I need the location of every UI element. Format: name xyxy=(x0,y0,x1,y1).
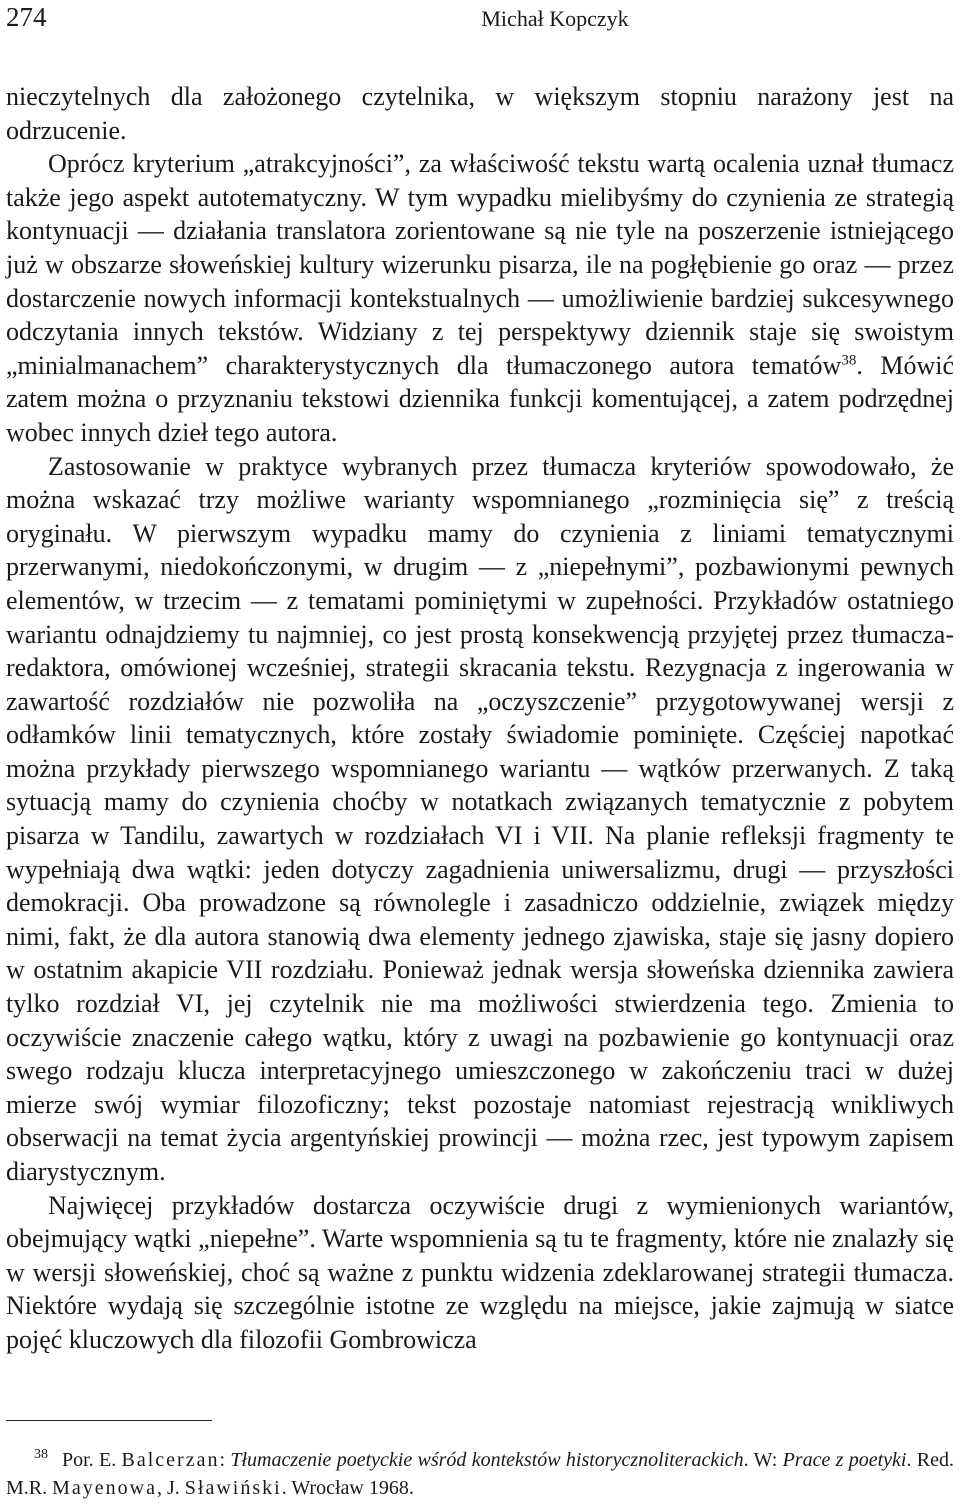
running-head: Michał Kopczyk xyxy=(481,6,629,31)
paragraph-autotematic xyxy=(6,147,954,449)
paragraph-text: . Mówić zatem można o przyznaniu tekstowi dziennika funkcji komentującej, a zatem podrzędnej wobec innych dzieł tego autora. xyxy=(6,350,954,447)
paragraph-variants xyxy=(6,450,954,1189)
footnote-author: Balcerzan xyxy=(121,1449,220,1471)
footnote-text: . Red. M.R. xyxy=(6,1449,954,1499)
footnote-reference[interactable]: 38 xyxy=(841,352,857,369)
footnote-text: Por. E. xyxy=(62,1449,122,1471)
footnote-title: Tłumaczenie poetyckie wśród kontekstów historycznoliterackich xyxy=(230,1449,744,1471)
page-number: 274 xyxy=(6,2,47,32)
body-text xyxy=(6,80,954,1357)
paragraph-text: Najwięcej przykładów dostarcza oczywiście drugi z wymienionych wariantów, obejmujący wątki „niepełne”. Warte wspomnienia są tu te fragmenty, które nie znalazły się w wersji słoweńskiej, choć są ważne z punktu widzenia zdeklarowanej strategii tłumacza. Niektóre wydają się szczególnie istotne ze względu na miejsce, jakie zajmują w siatce pojęć kluczowych dla filozofii Gombrowicza xyxy=(6,1190,954,1354)
footnote-author: Sławiński xyxy=(184,1477,282,1499)
paragraph-continuation xyxy=(6,80,954,147)
paragraph-text: nieczytelnych dla założonego czytelnika, w większym stopniu narażony jest na odrzucenie. xyxy=(6,82,954,145)
paragraph-text: Oprócz kryterium „atrakcyjności”, za właściwość tekstu wartą ocalenia uznał tłumacz także jego aspekt autotematyczny. W tym wypadku mielibyśmy do czynienia ze strategią kontynuacji — działania translatora zorientowane są nie tyle na poszerzenie istniejącego już w obszarze słoweńskiej kultury wizerunku pisarza, ile na pogłębienie go oraz — przez dostarczenie nowych informacji kontekstualnych — umożliwienie bardziej sukcesywnego odczytania innych tekstów. Widziany z tej perspektywy dziennik staje się swoistym „minialmanachem” charakterystycznych dla tłumaczonego autora tematów xyxy=(6,149,954,380)
footnote-text: , J. xyxy=(156,1477,185,1499)
footnote-author: Mayenowa xyxy=(52,1477,157,1499)
footnote-text: . W: xyxy=(743,1449,783,1471)
footnote xyxy=(6,1446,954,1502)
paragraph-incomplete xyxy=(6,1189,954,1357)
paragraph-text: Zastosowanie w praktyce wybranych przez tłumacza kryteriów spowodowało, że można wskazać trzy możliwe warianty wspomnianego „rozminięcia się” z treścią oryginału. W pierwszym wypadku mamy do czynienia z liniami tematycznymi przerwanymi, niedokończonymi, w drugim — z „niepełnymi”, pozbawionymi pewnych elementów, w trzecim — z tematami pominiętymi w zupełności. Przykładów ostatniego wariantu odnajdziemy tu najmniej, co jest prostą konsekwencją przyjętej przez tłumacza-redaktora, omówionej wcześniej, strategii skracania tekstu. Rezygnacja z ingerowania w zawartość rozdziałów nie pozwoliła na „oczyszczenie” przygotowywanej wersji z odłamków linii tematycznych, które zostały świadomie pominięte. Częściej napotkać można przykłady pierwszego wspomnianego wariantu — wątków przerwanych. Z taką sytuacją mamy do czynienia choćby w notatkach związanych tematycznie z pobytem pisarza w Tandilu, zawartych w rozdziałach VI i VII. Na planie refleksji fragmenty te wypełniają dwa wątki: jeden dotyczy zagadnienia uniwersalizmu, drugi — przyszłości demokracji. Oba prowadzone są równolegle i zasadniczo oddzielnie, związek między nimi, fakt, że dla autora stanowią dwa elementy jednego zjawiska, staje się jasny dopiero w ostatnim akapicie VII rozdziału. Ponieważ jednak wersja słoweńska dziennika zawiera tylko rozdział VI, jej czytelnik nie ma możliwości stwierdzenia tego. Zmienia to oczywiście znaczenie całego wątku, który z uwagi na pozbawienie go kontynuacji oraz swego rodzaju klucza interpretacyjnego umieszczonego w zakończeniu traci w dużej mierze swój wymiar filozoficzny; tekst pozostaje natomiast rejestracją wnikliwych obserwacji na temat życia argentyńskiej prowincji — można rzec, jest typowym zapisem diarystycznym. xyxy=(6,451,954,1186)
page-header xyxy=(6,0,954,40)
footnote-separator xyxy=(6,1420,212,1421)
footnote-text: . Wrocław 1968. xyxy=(281,1477,414,1499)
footnote-title: Prace z poetyki xyxy=(782,1449,907,1471)
footnote-text: : xyxy=(219,1449,231,1471)
footnote-number: 38 xyxy=(34,1447,48,1463)
